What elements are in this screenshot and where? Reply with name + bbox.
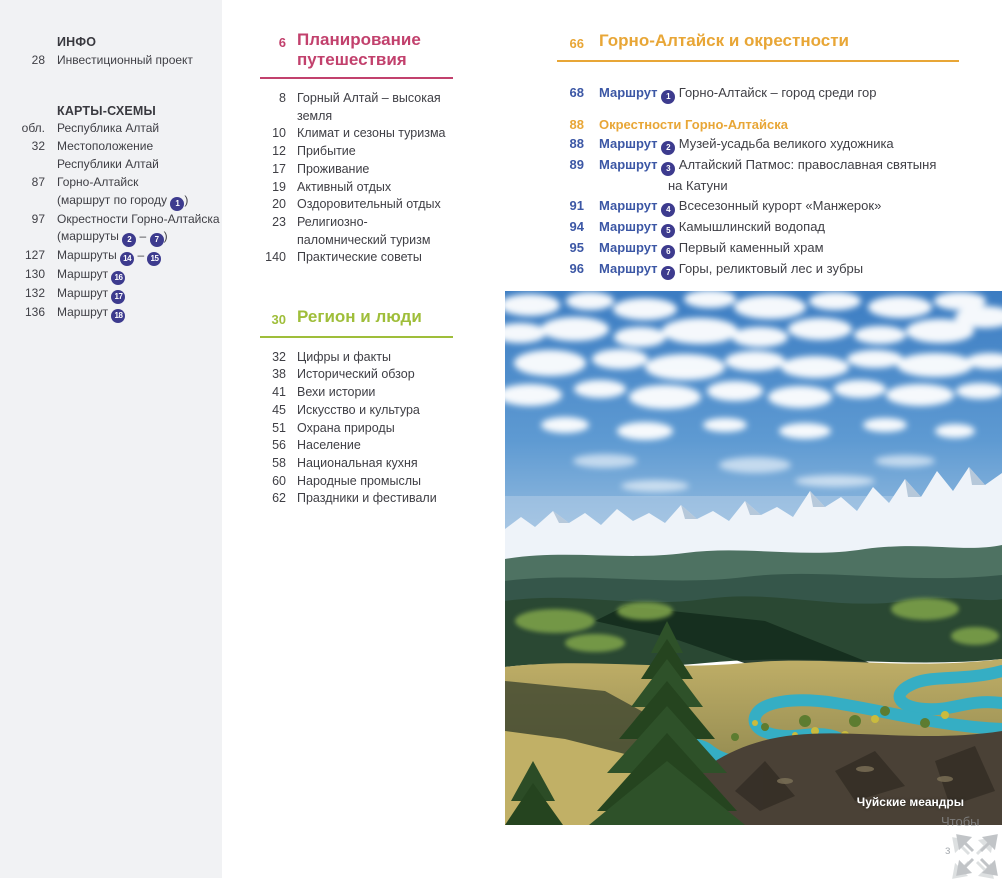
toc-entry-line: Исторический обзор [297,367,415,382]
toc-entry [297,366,415,384]
section-underline [260,336,453,338]
route-badge: 6 [661,245,675,259]
toc-entry-line: Маршрут 5 Камышлинский водопад [599,217,825,238]
toc-row[interactable] [260,125,453,143]
page-number: 95 [569,239,584,255]
section-page-number: 6 [278,35,286,50]
toc-entry [297,161,369,179]
toc-row[interactable] [557,196,959,217]
toc-entry-line: Инвестиционный проект [57,52,193,67]
fullscreen-expand-icon[interactable] [951,829,1002,879]
page-number: 58 [272,455,286,470]
left-panel-list [0,0,222,323]
toc-entry [599,134,894,155]
toc-entry-line: Практические советы [297,250,422,265]
page-number: 87 [31,174,45,189]
toc-entry [57,285,125,304]
toc-entry [57,247,161,266]
section-title-line: Планирование [297,30,421,49]
toc-entry [297,420,395,438]
toc-row[interactable] [260,143,453,161]
toc-row[interactable] [557,134,959,155]
section-underline [557,60,959,62]
section-heading-row [260,307,453,329]
toc-entry-line: Маршрут 16 [57,266,125,285]
page-number: 96 [569,260,584,276]
section-underline [260,77,453,79]
toc-entry-line: Национальная кухня [297,455,418,470]
toc-entry [57,304,125,323]
page-number: обл. [21,121,45,136]
page-number: 19 [272,179,286,194]
page-number: 140 [265,250,286,265]
toc-entry [297,249,422,267]
toc-entry-line: Маршрут 1 Горно-Алтайск – город среди гор [599,83,876,104]
toc-entry-line: Оздоровительный отдых [297,197,441,212]
route-badge: 1 [661,90,675,104]
toc-entry-line: Народные промыслы [297,473,421,488]
toc-entry [599,217,825,238]
section-title-row [0,103,222,121]
toc-entry [297,214,430,249]
route-badge: 17 [111,290,125,304]
section-title: КАРТЫ-СХЕМЫ [57,103,156,118]
toc-entry-line: Охрана природы [297,420,395,435]
toc-subheading: Окрестности Горно-Алтайска [599,116,788,132]
toc-entry [599,155,936,196]
section-title-line: путешествия [297,50,407,69]
toc-entry [599,259,863,280]
toc-entry-line: Искусство и культура [297,402,420,417]
toc-entry [297,90,441,125]
page-number: 62 [272,491,286,506]
toc-row[interactable] [0,266,222,285]
route-badge: 5 [661,224,675,238]
toc-entry-line: паломнический туризм [297,232,431,247]
page-number: 97 [31,211,45,226]
toc-row[interactable] [260,455,453,473]
page-number: 32 [31,139,45,154]
toc-row[interactable] [260,349,453,367]
toc-entry [599,83,876,104]
toc-entry [297,437,361,455]
toc-entry-line: Климат и сезоны туризма [297,126,446,141]
toc-entry [297,143,356,161]
page-number: 127 [24,248,45,263]
toc-row[interactable] [0,120,222,138]
photo-illustration [505,291,1002,825]
toc-entry [297,196,441,214]
page-number: 12 [272,144,286,159]
toc-row[interactable] [557,238,959,259]
toc-row[interactable] [260,420,453,438]
toc-row[interactable] [0,247,222,266]
page-number: 20 [272,197,286,212]
route-badge: 18 [111,309,125,323]
middle-column [260,30,453,508]
toc-entry [297,402,420,420]
toc-section [260,30,453,267]
toc-entry-line: Активный отдых [297,179,392,194]
toc-entry-line: Республика Алтай [57,121,160,136]
right-column-rows [557,83,959,280]
toc-entry [297,473,421,491]
viewer-hint-text-2: з [945,843,951,857]
route-badge: 2 [661,141,675,155]
section-page-number: 30 [271,312,286,328]
page-number: 45 [272,402,286,417]
toc-row[interactable] [260,473,453,491]
toc-entry [57,211,220,248]
toc-entry-line: (маршрут по городу 1 ) [57,192,188,211]
section-title-line: Регион и люди [297,307,422,327]
right-column [557,30,959,280]
toc-entry [57,52,193,70]
page-number: 17 [272,161,286,176]
toc-entry [57,174,188,211]
section-title-row [0,34,222,52]
section-title [297,30,421,70]
route-label: Маршрут [599,260,658,276]
route-badge: 4 [661,203,675,217]
page-number: 91 [569,197,584,213]
route-label: Маршрут [599,157,658,172]
toc-entry-line: Маршрут 18 [57,304,125,323]
route-badge: 14 [120,252,134,266]
toc-entry [297,455,418,473]
toc-entry-line: Горный Алтай – высокая [297,91,441,105]
section-heading-row [557,30,959,54]
toc-entry-line: на Катуни [668,178,728,193]
toc-photo [505,291,1002,825]
page-number: 136 [24,305,45,320]
page-number: 32 [272,349,286,364]
toc-row[interactable] [557,155,959,196]
toc-entry-line: Маршрут 4 Всесезонный курорт «Манжерок» [599,196,881,217]
route-badge: 2 [122,233,136,247]
toc-subheading-row[interactable] [557,115,959,135]
page-number: 60 [272,473,286,488]
toc-entry [57,266,125,285]
toc-row[interactable] [260,437,453,455]
route-badge: 7 [661,266,675,280]
toc-entry-line: Маршрут 2 Музей-усадьба великого художника [599,134,894,155]
toc-row[interactable] [0,52,222,70]
toc-row[interactable] [260,196,453,214]
toc-entry [599,238,824,259]
toc-row[interactable] [260,384,453,402]
toc-row[interactable] [260,366,453,384]
route-label: Маршрут [599,84,658,100]
toc-row[interactable] [0,285,222,304]
toc-row[interactable] [260,402,453,420]
page-number: 38 [272,367,286,382]
toc-entry-line: Республики Алтай [57,156,159,171]
toc-entry-line: Горно-Алтайск [57,174,139,189]
page-number: 51 [272,420,286,435]
toc-row[interactable] [0,174,222,211]
page-number: 56 [272,438,286,453]
viewer-hint-text: Чтобы [941,814,980,829]
toc-row[interactable] [260,90,453,125]
section-title: Горно-Алтайск и окрестности [599,31,849,50]
page-number: 88 [569,136,584,151]
toc-entry-line: Праздники и фестивали [297,491,437,506]
route-badge: 16 [111,271,125,285]
route-badge: 3 [661,162,675,176]
toc-entry [297,384,375,402]
page-number: 10 [272,126,286,141]
toc-entry-line: Маршрут 7 Горы, реликтовый лес и зубры [599,259,863,280]
route-label: Маршрут [599,239,658,255]
route-badge: 15 [147,252,161,266]
page-number: 41 [272,385,286,400]
toc-entry [57,138,159,174]
page-number: 88 [569,116,584,132]
toc-row[interactable] [260,161,453,179]
section-heading-row [260,30,453,70]
left-panel [0,0,222,878]
page-number: 94 [569,218,584,234]
section-page-number: 66 [569,36,584,51]
page-number: 130 [24,267,45,282]
toc-entry [297,179,391,197]
toc-entry [297,349,391,367]
toc-entry-line: Цифры и факты [297,349,391,364]
toc-entry-line: Вехи истории [297,385,376,400]
route-label: Маршрут [599,136,658,151]
toc-entry [599,196,881,217]
route-badge: 1 [170,197,184,211]
page-number: 89 [569,157,584,172]
toc-row[interactable] [0,211,222,248]
toc-row[interactable] [260,214,453,249]
toc-row[interactable] [260,249,453,267]
photo-caption: Чуйские меандры [856,795,964,809]
toc-entry [57,120,159,138]
route-label: Маршрут [599,197,658,213]
page-number: 28 [31,52,45,67]
toc-row[interactable] [260,490,453,508]
toc-entry-line: земля [297,108,333,123]
toc-section [260,307,453,508]
route-label: Маршрут [599,218,658,234]
toc-entry-line: Население [297,438,361,453]
route-badge: 7 [150,233,164,247]
toc-entry-line: Окрестности Горно-Алтайска [57,211,220,226]
page-number: 68 [569,84,584,100]
section-title [297,307,422,327]
page-number: 23 [272,214,286,229]
toc-row[interactable] [557,217,959,238]
toc-entry-line: Местоположение [57,139,154,154]
toc-entry-line: (маршруты 2 – 7 ) [57,228,220,247]
toc-entry [297,125,446,143]
toc-entry-line: Маршруты 14 – 15 [57,247,161,266]
toc-row[interactable] [0,304,222,323]
toc-row[interactable] [557,83,959,104]
toc-row[interactable] [260,179,453,197]
toc-entry-line: Маршрут 3 Алтайский Патмос: православная святыня [599,155,936,176]
toc-entry-line: Маршрут 17 [57,285,125,304]
toc-entry-line: Маршрут 6 Первый каменный храм [599,238,824,259]
toc-row[interactable] [557,259,959,280]
toc-entry [297,490,437,508]
page-number: 132 [24,286,45,301]
toc-entry-line: Религиозно- [297,214,368,229]
page-number: 8 [279,91,286,105]
toc-entry-line: Прибытие [297,144,356,159]
section-title: ИНФО [57,35,97,49]
toc-entry-line: Проживание [297,161,370,176]
toc-row[interactable] [0,138,222,174]
